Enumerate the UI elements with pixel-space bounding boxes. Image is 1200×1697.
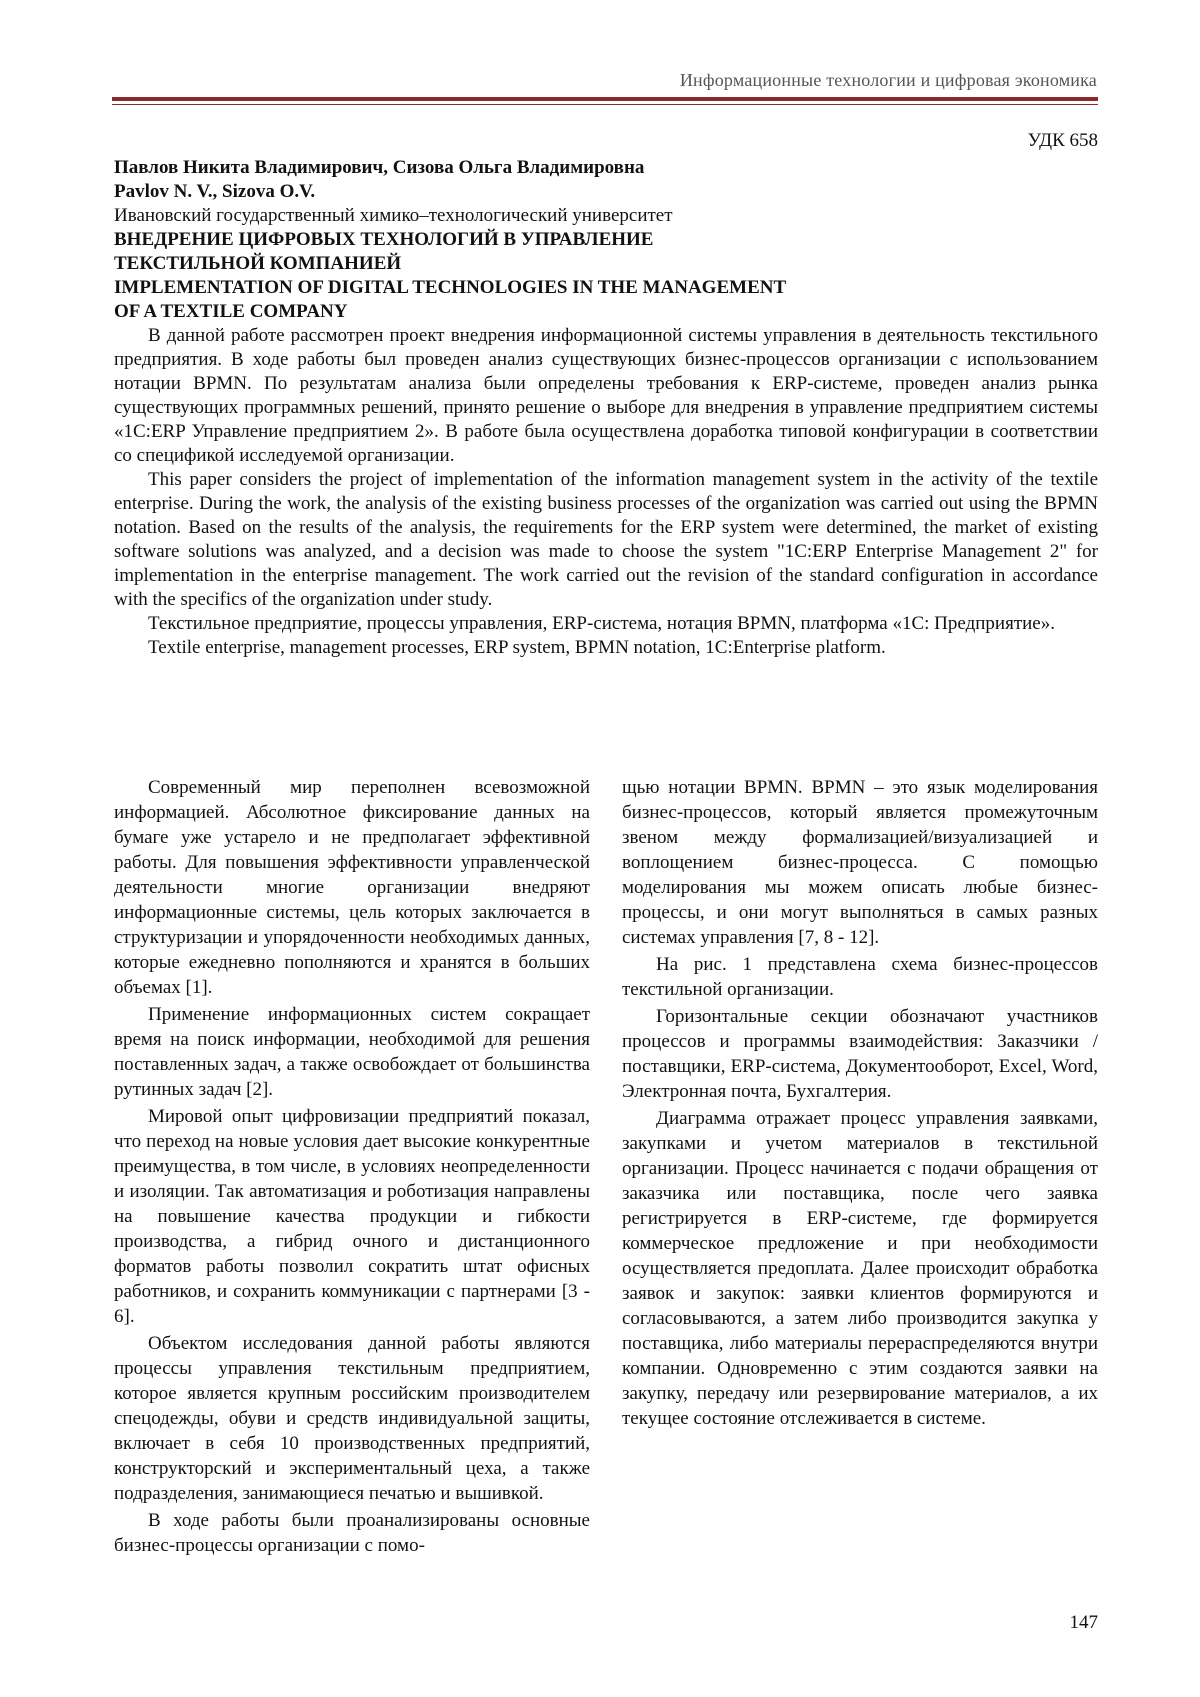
header-rule-thin	[112, 104, 1098, 105]
title-ru-line-1: ВНЕДРЕНИЕ ЦИФРОВЫХ ТЕХНОЛОГИЙ В УПРАВЛЕНИЕ	[114, 229, 654, 250]
title-en-line-1: IMPLEMENTATION OF DIGITAL TECHNOLOGIES IN THE MANAGEMENT	[114, 277, 787, 298]
title-ru-line-2: ТЕКСТИЛЬНОЙ КОМПАНИЕЙ	[114, 253, 402, 274]
paragraph: Горизонтальные секции обозначают участников процессов и программы взаимодействия: Заказчики / поставщики, ERP-система, Документооборот, Excel, Word, Электронная почта, Бухгалтерия.	[622, 1006, 1098, 1102]
paragraph: В ходе работы были проанализированы основные бизнес-процессы организации с помо-	[114, 1510, 590, 1556]
keywords-ru: Текстильное предприятие, процессы управления, ERP-система, нотация BPMN, платформа «1С: Предприятие».	[148, 613, 1055, 634]
udk-code: УДК 658	[1027, 130, 1098, 151]
front-matter	[114, 156, 1098, 660]
title-en	[114, 276, 1098, 324]
paragraph: На рис. 1 представлена схема бизнес-процессов текстильной организации.	[622, 954, 1098, 1000]
title-en-line-2: OF A TEXTILE COMPANY	[114, 301, 348, 322]
authors-en: Pavlov N. V., Sizova O.V.	[114, 181, 316, 202]
page-number: 147	[1069, 1612, 1098, 1633]
authors-ru: Павлов Никита Владимирович, Сизова Ольга Владимировна	[114, 157, 645, 178]
header-rule	[112, 97, 1098, 101]
running-header: Информационные технологии и цифровая экономика	[679, 70, 1097, 90]
affiliation: Ивановский государственный химико–технологический университет	[114, 205, 673, 226]
abstract-en: This paper considers the project of implementation of the information management system in the activity of the textile enterprise. During the work, the analysis of the existing business processes of the organization was carried out using the BPMN notation. Based on the results of the analysis, the requirements for the ERP system were determined, the market of existing software solutions was analyzed, and a decision was made to choose the system "1C:ERP Enterprise Management 2" for implementation in the enterprise management. The work carried out the revision of the standard configuration in accordance with the specifics of the organization under study.	[114, 469, 1098, 610]
paragraph: Диаграмма отражает процесс управления заявками, закупками и учетом материалов в текстильной организации. Процесс начинается с подачи обращения от заказчика или поставщика, после чего заявка регистрируется в ERP-системе, где формируется коммерческое предложение и при необходимости осуществляется предоплата. Далее происходит обработка заявок и закупок: заявки клиентов формируются и согласовываются, а затем либо производится закупка у поставщика, либо материалы перераспределяются внутри компании. Одновременно с этим создаются заявки на закупку, передачу или резервирование материалов, а их текущее состояние отслеживается в системе.	[622, 1108, 1098, 1429]
abstract-ru: В данной работе рассмотрен проект внедрения информационной системы управления в деятельность текстильного предприятия. В ходе работы был проведен анализ существующих бизнес-процессов организации с использованием нотации BPMN. По результатам анализа были определены требования к ERP-системе, проведен анализ рынка существующих программных решений, принято решение о выборе для внедрения в управление предприятием системы «1С:ERP Управление предприятием 2». В работе была осуществлена доработка типовой конфигурации в соответствии со спецификой исследуемой организации.	[114, 325, 1098, 466]
paragraph: Применение информационных систем сокращает время на поиск информации, необходимой для решения поставленных задач, а также освобождает от большинства рутинных задач [2].	[114, 1004, 590, 1100]
paragraph: Объектом исследования данной работы являются процессы управления текстильным предприятием, которое является крупным российским производителем спецодежды, обуви и средств индивидуальной защиты, включает в себя 10 производственных предприятий, конструкторский и экспериментальный цеха, а также подразделения, занимающиеся печатью и вышивкой.	[114, 1333, 590, 1504]
keywords-en: Textile enterprise, management processes, ERP system, BPMN notation, 1C:Enterprise platform.	[148, 637, 886, 658]
left-column	[114, 775, 590, 1560]
title-ru	[114, 228, 1098, 276]
right-column	[622, 775, 1098, 1433]
paragraph: Мировой опыт цифровизации предприятий показал, что переход на новые условия дает высокие конкурентные преимущества, в том числе, в условиях неопределенности и изоляции. Так автоматизация и роботизация направлены на повышение качества продукции и гибкости производства, а гибрид очного и дистанционного форматов работы позволил сократить штат офисных работников, и сохранить коммуникации с партнерами [3 - 6].	[114, 1106, 590, 1327]
paragraph: Современный мир переполнен всевозможной информацией. Абсолютное фиксирование данных на бумаге уже устарело и не предполагает эффективной работы. Для повышения эффективности управленческой деятельности многие организации внедряют информационные системы, цель которых заключается в структуризации и упорядоченности необходимых данных, которые ежедневно пополняются и хранятся в больших объемах [1].	[114, 777, 590, 998]
paragraph-continued: щью нотации BPMN. BPMN – это язык моделирования бизнес-процессов, который является промежуточным звеном между формализацией/визуализацией и воплощением бизнес-процесса. С помощью моделирования мы можем описать любые бизнес-процессы, и они могут выполняться в самых разных системах управления [7, 8 - 12].	[622, 777, 1098, 948]
